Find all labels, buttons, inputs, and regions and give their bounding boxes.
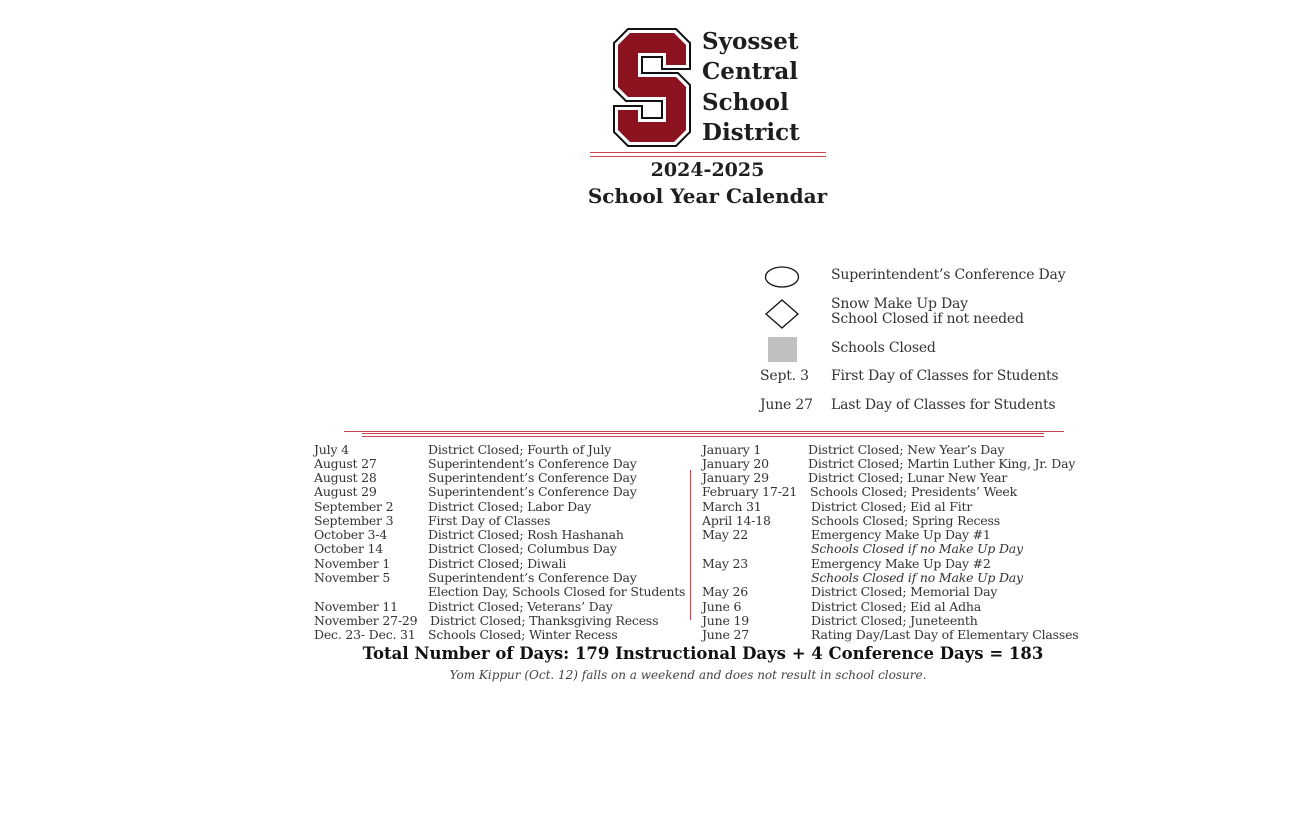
legend-first-day-date: Sept. 3 [760,368,809,384]
event-date: September 2 [314,499,394,514]
oval-icon [764,265,800,289]
event-description: Schools Closed; Spring Recess [811,513,1000,528]
event-date: November 5 [314,570,391,585]
event-description: Schools Closed if no Make Up Day [811,541,1023,556]
event-date: November 27-29 [314,613,418,628]
legend-last-day: Last Day of Classes for Students [831,397,1056,413]
event-description: District Closed; Fourth of July [428,442,612,457]
legend-snow-day-note: School Closed if not needed [831,311,1024,327]
header-divider [590,152,826,158]
event-date: June 27 [702,627,749,642]
legend-first-day: First Day of Classes for Students [831,368,1059,384]
event-description: Emergency Make Up Day #2 [811,556,991,571]
event-description: District Closed; Rosh Hashanah [428,527,624,542]
event-date: June 19 [702,613,749,628]
event-description: Superintendent’s Conference Day [428,470,637,485]
legend-snow-day: Snow Make Up Day [831,296,968,312]
district-name-line-2: Central [702,58,799,85]
footnote: Yom Kippur (Oct. 12) falls on a weekend and does not result in school closure. [449,668,927,682]
event-description: District Closed; Eid al Fitr [811,499,973,514]
legend-conference-day: Superintendent’s Conference Day [831,267,1066,283]
event-date: Dec. 23- Dec. 31 [314,627,416,642]
page-title: School Year Calendar [587,184,828,208]
event-description: District Closed; Labor Day [428,499,592,514]
diamond-icon [764,298,800,330]
event-description: Superintendent’s Conference Day [428,570,637,585]
event-date: May 22 [702,527,748,542]
event-description: District Closed; Martin Luther King, Jr. Day [808,456,1076,471]
column-divider [690,470,691,620]
event-description: Schools Closed; Presidents’ Week [810,484,1017,499]
event-description: District Closed; Juneteenth [811,613,978,628]
event-date: August 29 [314,484,377,499]
event-date: March 31 [702,499,762,514]
event-description: Schools Closed if no Make Up Day [811,570,1023,585]
total-days: Total Number of Days: 179 Instructional Days + 4 Conference Days = 183 [362,644,1044,663]
district-logo [612,27,692,148]
logo-s-letter [618,33,686,142]
event-date: September 3 [314,513,394,528]
event-description: Schools Closed; Winter Recess [428,627,618,642]
event-description: District Closed; Thanksgiving Recess [430,613,659,628]
event-description: First Day of Classes [428,513,551,528]
legend-last-day-date: June 27 [760,397,813,413]
event-description: Emergency Make Up Day #1 [811,527,991,542]
event-date: January 20 [702,456,769,471]
event-date: October 14 [314,541,384,556]
event-description: District Closed; Eid al Adha [811,599,981,614]
event-description: District Closed; Columbus Day [428,541,617,556]
event-date: May 23 [702,556,748,571]
event-date: November 1 [314,556,391,571]
events-divider [344,431,1064,438]
event-date: October 3-4 [314,527,388,542]
district-name-line-3: School [702,89,789,116]
school-year: 2024-2025 [650,159,765,181]
event-description: Rating Day/Last Day of Elementary Classes [811,627,1079,642]
event-description: Election Day, Schools Closed for Students [428,584,686,599]
event-date: January 1 [702,442,762,457]
event-description: Superintendent’s Conference Day [428,484,637,499]
event-date: July 4 [314,442,349,457]
gray-square-icon [768,337,797,362]
event-description: Superintendent’s Conference Day [428,456,637,471]
event-description: District Closed; Veterans’ Day [428,599,613,614]
event-date: November 11 [314,599,398,614]
event-date: January 29 [702,470,769,485]
legend-schools-closed: Schools Closed [831,340,936,356]
event-date: May 26 [702,584,748,599]
event-date: February 17-21 [702,484,798,499]
event-date: April 14-18 [702,513,771,528]
event-description: District Closed; New Year’s Day [808,442,1005,457]
event-date: June 6 [702,599,742,614]
district-name-line-1: Syosset [702,28,799,55]
district-name-line-4: District [702,119,800,146]
event-date: August 27 [314,456,377,471]
event-description: District Closed; Diwali [428,556,567,571]
event-date: August 28 [314,470,377,485]
event-description: District Closed; Lunar New Year [808,470,1008,485]
event-description: District Closed; Memorial Day [811,584,998,599]
